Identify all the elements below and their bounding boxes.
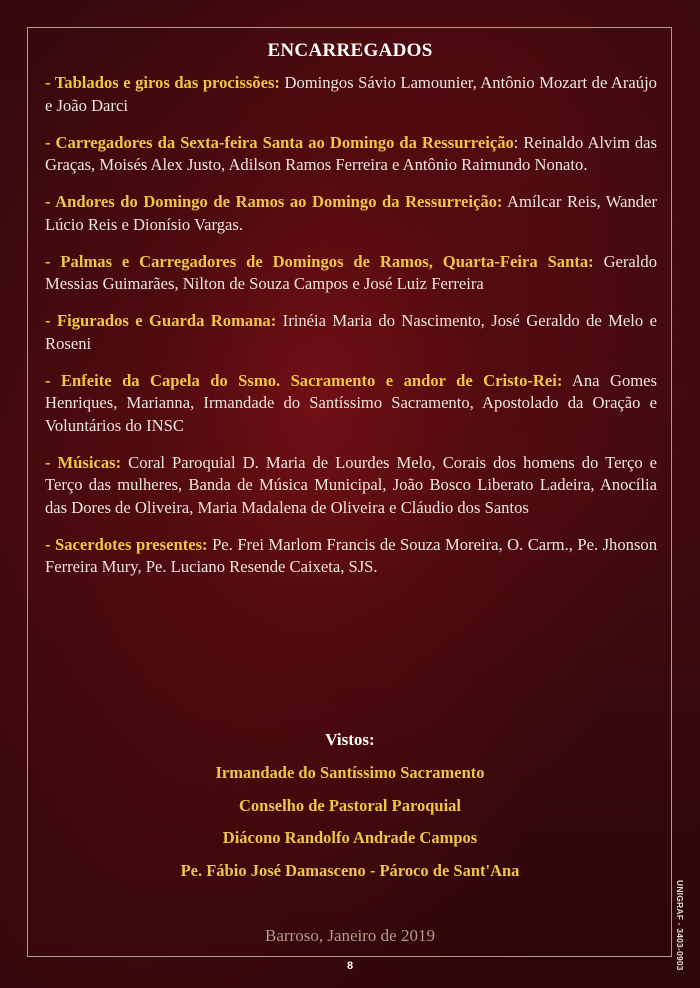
approval-line: Conselho de Pastoral Paroquial [238, 795, 461, 815]
item-label: - Figurados e Guarda Romana: [45, 311, 277, 330]
list-item [45, 72, 657, 117]
item-text: Pe. Frei Marlom Francis de Souza Moreira, O. Carm., Pe. Jhonson Ferreira Mury, Pe. Luciano Resende Caixeta, SJS. [45, 534, 657, 576]
approval-line: Pe. Fábio José Damasceno - Pároco de Sant'Ana [180, 860, 520, 880]
item-label: - Carregadores da Sexta-feira Santa ao Domingo da Ressurreição [45, 132, 514, 152]
item-label: - Andores do Domingo de Ramos ao Domingo da Ressurreição: [45, 192, 503, 211]
item-text: Ana Gomes Henriques, Marianna, Irmandade do Santíssimo Sacramento, Apostolado da Oração e Voluntários do INSC [45, 370, 657, 435]
item-text: : Reinaldo Alvim das Graças, Moisés Alex Justo, Adilson Ramos Ferreira e Antônio Raimundo Nonato. [45, 132, 657, 174]
list-item [45, 132, 657, 177]
item-label: - Músicas: [45, 452, 122, 472]
list-item [45, 191, 657, 236]
item-text: Amílcar Reis, Wander Lúcio Reis e Dionísio Vargas. [45, 192, 657, 234]
approvals-section [0, 730, 700, 892]
item-label: - Enfeite da Capela do Ssmo. Sacramento e andor de Cristo-Rei: [45, 370, 563, 390]
list-item [45, 251, 657, 296]
page-title: ENCARREGADOS [267, 40, 433, 61]
approval-line: Irmandade do Santíssimo Sacramento [215, 763, 485, 782]
list-item [45, 534, 657, 579]
item-label: - Sacerdotes presentes: [45, 534, 208, 554]
item-text: Domingos Sávio Lamounier, Antônio Mozart de Araújo e João Darci [45, 73, 657, 115]
place-date: Barroso, Janeiro de 2019 [265, 926, 435, 945]
list-item [45, 370, 657, 438]
item-text: Geraldo Messias Guimarães, Nilton de Souza Campos e José Luiz Ferreira [45, 251, 658, 293]
list-item [45, 310, 657, 355]
item-label: - Tablados e giros das procissões: [45, 73, 280, 92]
list-item [45, 452, 657, 520]
responsibles-list [45, 72, 657, 593]
page-number: 8 [346, 960, 354, 972]
item-text: Coral Paroquial D. Maria de Lourdes Melo, Corais dos homens do Terço e Terço das mulheres, Banda de Música Municipal, João Bosco Liberato Ladeira, Anocília das Dores de Oliveira, Maria Madalena de Oliveira e Cláudio dos Santos [45, 452, 657, 517]
approvals-title: Vistos: [325, 730, 375, 749]
item-label: - Palmas e Carregadores de Domingos de Ramos, Quarta-Feira Santa: [45, 251, 594, 271]
approval-line: Diácono Randolfo Andrade Campos [222, 828, 478, 847]
item-text: Irinéia Maria do Nascimento, José Geraldo de Melo e Roseni [45, 311, 657, 353]
printer-code: UNIGRAF - 3403-0903 [675, 880, 685, 971]
